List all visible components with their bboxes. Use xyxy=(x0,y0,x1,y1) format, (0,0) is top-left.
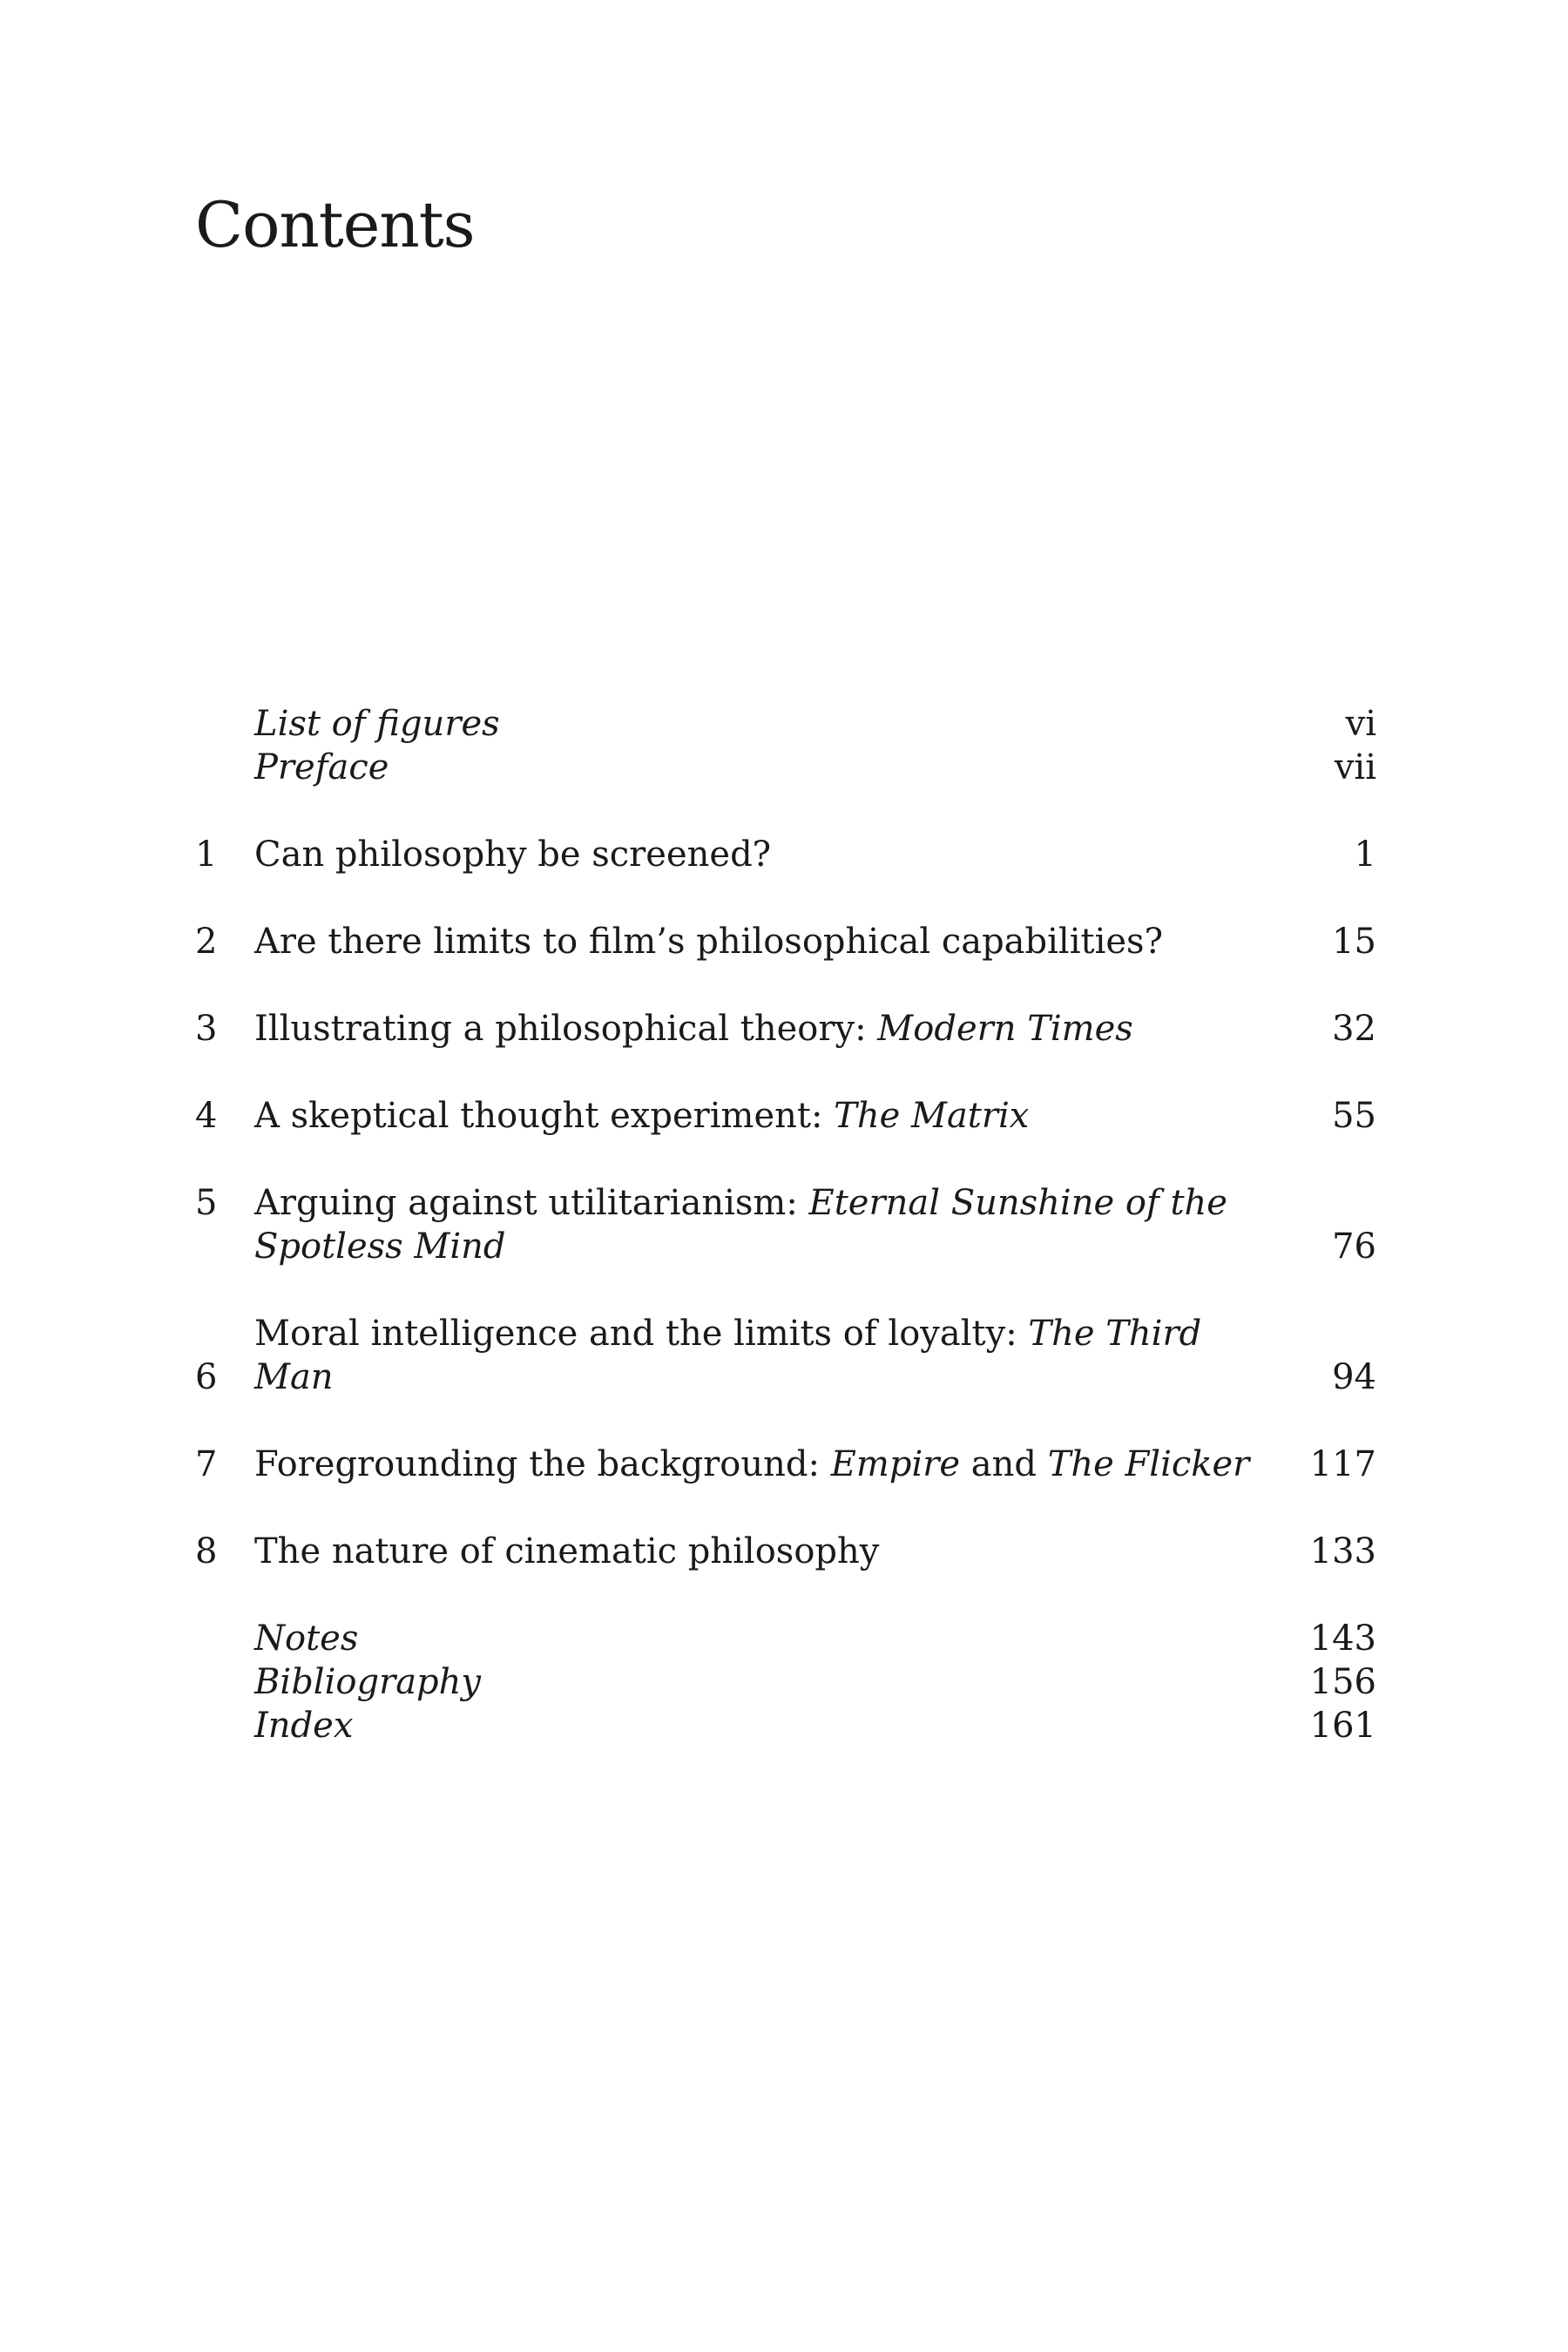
chapter-title-text: Can philosophy be screened? xyxy=(254,835,772,875)
toc-page-number: 55 xyxy=(1332,1096,1376,1136)
chapter-number: 6 xyxy=(195,1357,218,1397)
toc-title: Bibliography xyxy=(254,1662,481,1702)
chapter-number: 4 xyxy=(195,1096,218,1136)
toc-entry-list-of-figures[interactable] xyxy=(195,702,1376,746)
chapter-title-conjunction: and xyxy=(960,1444,1048,1484)
chapter-title-text: The nature of cinematic philosophy xyxy=(254,1531,880,1571)
toc-entry-chapter-3[interactable] xyxy=(195,1007,1376,1051)
chapter-title-text: Foregrounding the background: xyxy=(254,1444,831,1484)
chapter-title xyxy=(254,1007,1307,1051)
toc-page-number: 15 xyxy=(1332,922,1376,962)
toc-entry-chapter-4[interactable] xyxy=(195,1094,1376,1138)
chapter-title-text: A skeptical thought experiment: xyxy=(254,1096,835,1136)
toc-page-number: 76 xyxy=(1332,1227,1376,1267)
toc-page-number: 32 xyxy=(1332,1009,1376,1049)
film-title: The Matrix xyxy=(834,1096,1030,1136)
film-title: Empire xyxy=(830,1444,961,1484)
toc-title: Preface xyxy=(254,747,389,787)
film-title: The Flicker xyxy=(1047,1444,1250,1484)
toc-entry-index[interactable] xyxy=(195,1704,1376,1747)
toc-entry-notes[interactable] xyxy=(195,1617,1376,1660)
chapter-title-text: Illustrating a philosophical theory: xyxy=(254,1009,878,1049)
chapter-title-text: Are there limits to film’s philosophical capabilities? xyxy=(254,922,1164,962)
toc-page-number: 156 xyxy=(1309,1662,1376,1702)
chapter-title xyxy=(254,1530,1307,1573)
chapter-title xyxy=(254,1181,1307,1268)
toc-entry-bibliography[interactable] xyxy=(195,1660,1376,1704)
toc-page-number: 143 xyxy=(1309,1619,1376,1659)
toc-page-number: 133 xyxy=(1309,1531,1376,1571)
toc-entry-preface[interactable] xyxy=(195,746,1376,789)
chapter-title-text: Arguing against utilitarianism: xyxy=(254,1183,809,1223)
chapter-title-line-1 xyxy=(254,1181,1272,1225)
toc-title: List of figures xyxy=(254,704,500,744)
toc-entry-chapter-5[interactable] xyxy=(195,1181,1376,1268)
chapter-number: 1 xyxy=(195,835,218,875)
film-title: Modern Times xyxy=(877,1009,1133,1049)
film-title: Eternal Sunshine of the xyxy=(808,1183,1227,1223)
toc-entry-chapter-1[interactable] xyxy=(195,833,1376,876)
chapter-number: 2 xyxy=(195,922,218,962)
toc-entry-chapter-7[interactable] xyxy=(195,1443,1376,1486)
chapter-title xyxy=(254,1312,1307,1399)
chapter-title-text: Moral intelligence and the limits of loyalty: xyxy=(254,1314,1029,1354)
chapter-number: 8 xyxy=(195,1531,218,1571)
page-title: Contents xyxy=(195,188,475,261)
toc-page-number: vi xyxy=(1345,704,1376,744)
chapter-number: 3 xyxy=(195,1009,218,1049)
toc-page-number: 161 xyxy=(1309,1706,1376,1746)
film-title-line-2: Spotless Mind xyxy=(254,1227,506,1267)
chapter-number: 7 xyxy=(195,1444,218,1484)
chapter-title xyxy=(254,833,1307,876)
chapter-title xyxy=(254,1094,1307,1138)
toc-page-number: vii xyxy=(1334,747,1376,787)
film-title: The Third Man xyxy=(254,1314,1202,1397)
chapter-number: 5 xyxy=(195,1183,218,1223)
table-of-contents xyxy=(195,702,1376,1747)
toc-entry-chapter-2[interactable] xyxy=(195,920,1376,963)
toc-title: Index xyxy=(254,1706,354,1746)
toc-page-number: 1 xyxy=(1354,835,1376,875)
toc-entry-chapter-8[interactable] xyxy=(195,1530,1376,1573)
chapter-title xyxy=(254,920,1307,963)
toc-title: Notes xyxy=(254,1619,359,1659)
toc-page-number: 94 xyxy=(1332,1357,1376,1397)
chapter-title xyxy=(254,1443,1307,1486)
toc-entry-chapter-6[interactable] xyxy=(195,1312,1376,1399)
toc-page-number: 117 xyxy=(1309,1444,1376,1484)
